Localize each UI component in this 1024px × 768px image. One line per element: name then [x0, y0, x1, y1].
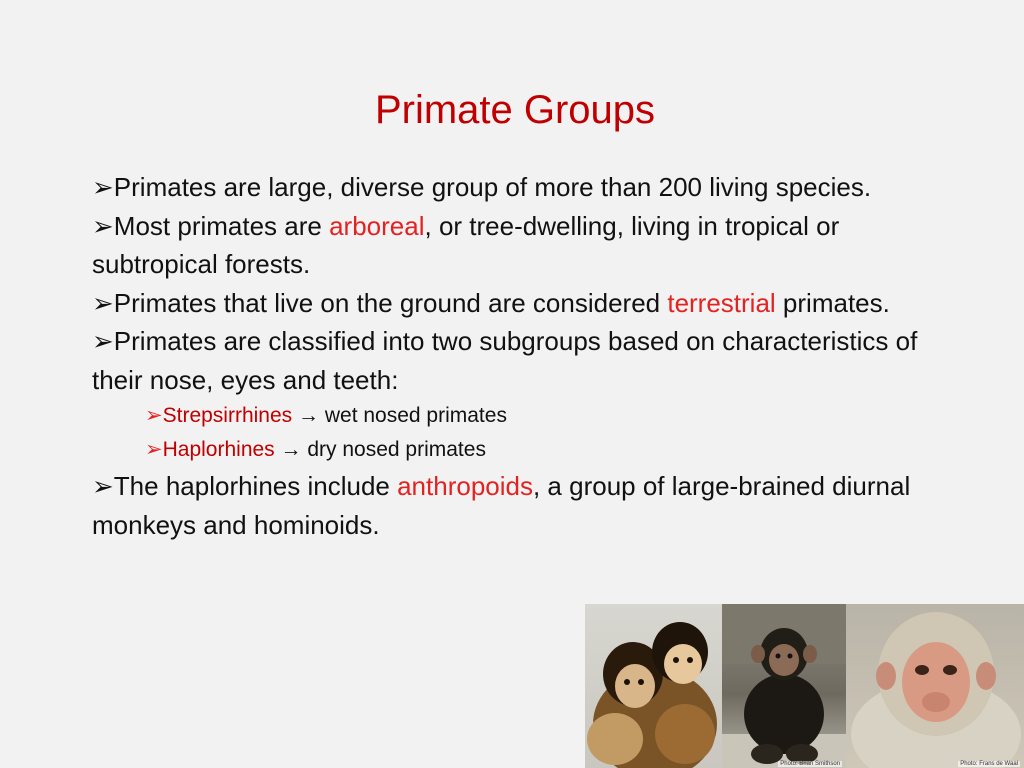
subbullet-2-desc: dry nosed primates — [301, 438, 486, 461]
bullet-2-text-b: , or tree-dwelling, living in tropical or subtropical forests. — [92, 210, 840, 279]
bullet-5-text-a: The haplorhines include — [113, 471, 398, 501]
right-arrow-icon: → — [280, 438, 302, 461]
bullet-arrow-icon: ➢ — [92, 471, 114, 501]
bullet-arrow-icon: ➢ — [92, 210, 114, 241]
bullet-3-text-a: Primates that live on the ground are considered — [113, 287, 668, 318]
subbullet-arrow-icon: ➢ — [145, 404, 163, 427]
bullet-arrow-icon: ➢ — [92, 326, 114, 356]
photo-credit-2: Photo: Frans de Waal — [960, 761, 1018, 767]
subbullet-1 — [145, 399, 972, 433]
bullet-1 — [92, 168, 972, 207]
subbullet-2-term: Haplorhines — [162, 438, 275, 461]
bullet-5 — [92, 467, 972, 544]
chimpanzee-photo — [722, 604, 846, 768]
bullet-2-text-a: Most primates are — [113, 210, 330, 241]
bullet-5-keyword: anthropoids — [397, 471, 533, 501]
bullet-5-text-b: , a group of large-brained diurnal monkeys and hominoids. — [92, 471, 911, 540]
bullet-2 — [92, 207, 972, 284]
bullet-3-keyword: terrestrial — [667, 287, 776, 318]
bullet-arrow-icon: ➢ — [92, 287, 114, 318]
subbullet-1-desc: wet nosed primates — [319, 404, 507, 427]
bullet-2-keyword: arboreal — [329, 210, 425, 241]
subbullet-2 — [145, 433, 972, 467]
slide-title: Primate Groups — [374, 88, 656, 132]
macaque-photo — [846, 604, 1024, 768]
photo-credit-1: Photo: Brian Smithson — [780, 761, 840, 767]
bullet-1-text: Primates are large, diverse group of more than 200 living species. — [113, 172, 872, 202]
bullet-4 — [92, 322, 972, 399]
bullet-4-text: Primates are classified into two subgroups based on characteristics of their nose, eyes and teeth: — [92, 326, 918, 395]
bullet-3-text-b: primates. — [775, 287, 890, 318]
subbullet-arrow-icon: ➢ — [145, 438, 163, 461]
subbullet-1-term: Strepsirrhines — [162, 404, 293, 427]
capuchin-photo — [585, 604, 722, 768]
bullet-3 — [92, 284, 972, 323]
slide-body — [92, 168, 972, 544]
right-arrow-icon: → — [298, 404, 320, 427]
primate-photo-strip — [585, 604, 1024, 768]
bullet-arrow-icon: ➢ — [92, 172, 114, 202]
